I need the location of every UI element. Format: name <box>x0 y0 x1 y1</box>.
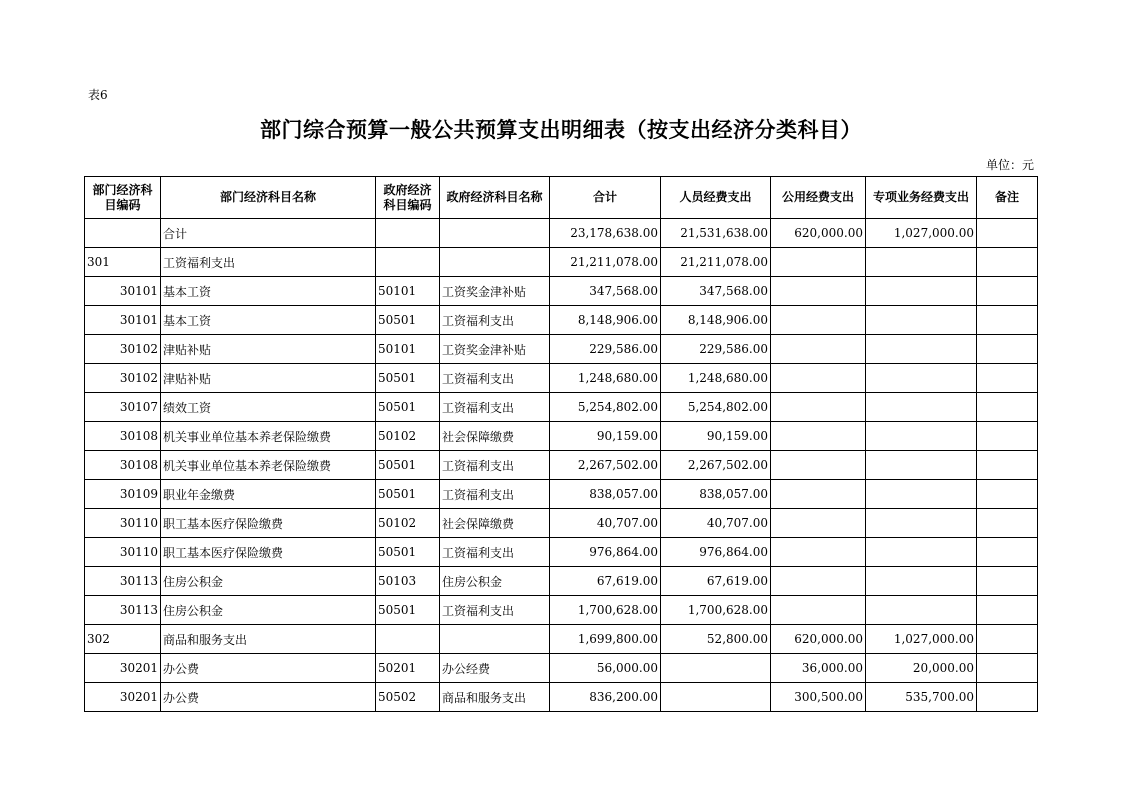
cell-gov-name: 工资奖金津补贴 <box>440 335 550 364</box>
cell-total: 67,619.00 <box>550 567 661 596</box>
cell-gov-name <box>440 248 550 277</box>
cell-public <box>771 277 866 306</box>
table-row <box>85 625 1038 654</box>
cell-gov-code: 50501 <box>376 364 440 393</box>
cell-gov-code: 50102 <box>376 422 440 451</box>
table-row <box>85 567 1038 596</box>
cell-dept-name: 津贴补贴 <box>161 364 376 393</box>
cell-public <box>771 567 866 596</box>
cell-gov-code: 50501 <box>376 306 440 335</box>
cell-gov-name <box>440 219 550 248</box>
table-row <box>85 654 1038 683</box>
header-gov-code: 政府经济 科目编码 <box>376 177 440 219</box>
cell-total: 1,248,680.00 <box>550 364 661 393</box>
cell-special: 1,027,000.00 <box>866 625 977 654</box>
cell-public <box>771 335 866 364</box>
table-row <box>85 393 1038 422</box>
cell-gov-name: 工资福利支出 <box>440 538 550 567</box>
cell-gov-name: 工资奖金津补贴 <box>440 277 550 306</box>
cell-personnel: 976,864.00 <box>661 538 771 567</box>
budget-table <box>84 176 1038 712</box>
cell-remark <box>977 567 1038 596</box>
cell-special <box>866 509 977 538</box>
cell-public <box>771 451 866 480</box>
cell-public <box>771 422 866 451</box>
cell-special <box>866 480 977 509</box>
cell-total: 23,178,638.00 <box>550 219 661 248</box>
table-row <box>85 509 1038 538</box>
cell-dept-name: 职业年金缴费 <box>161 480 376 509</box>
header-special: 专项业务经费支出 <box>866 177 977 219</box>
cell-remark <box>977 451 1038 480</box>
cell-total: 838,057.00 <box>550 480 661 509</box>
cell-total: 836,200.00 <box>550 683 661 712</box>
cell-special <box>866 335 977 364</box>
cell-dept-name: 住房公积金 <box>161 567 376 596</box>
cell-public <box>771 393 866 422</box>
cell-total: 2,267,502.00 <box>550 451 661 480</box>
table-row <box>85 596 1038 625</box>
cell-special <box>866 393 977 422</box>
cell-total: 8,148,906.00 <box>550 306 661 335</box>
cell-personnel: 838,057.00 <box>661 480 771 509</box>
header-gov-name: 政府经济科目名称 <box>440 177 550 219</box>
cell-remark <box>977 683 1038 712</box>
cell-personnel: 90,159.00 <box>661 422 771 451</box>
cell-total: 5,254,802.00 <box>550 393 661 422</box>
cell-special <box>866 451 977 480</box>
cell-dept-code: 30110 <box>85 509 161 538</box>
cell-gov-code <box>376 625 440 654</box>
table-row <box>85 219 1038 248</box>
cell-personnel: 21,211,078.00 <box>661 248 771 277</box>
cell-gov-code: 50102 <box>376 509 440 538</box>
cell-total: 976,864.00 <box>550 538 661 567</box>
cell-dept-name: 基本工资 <box>161 277 376 306</box>
cell-gov-code <box>376 248 440 277</box>
cell-dept-code: 30110 <box>85 538 161 567</box>
cell-gov-name: 商品和服务支出 <box>440 683 550 712</box>
cell-dept-name: 职工基本医疗保险缴费 <box>161 538 376 567</box>
header-public: 公用经费支出 <box>771 177 866 219</box>
cell-public <box>771 364 866 393</box>
cell-public <box>771 480 866 509</box>
cell-public <box>771 538 866 567</box>
cell-personnel: 229,586.00 <box>661 335 771 364</box>
cell-remark <box>977 596 1038 625</box>
cell-dept-name: 绩效工资 <box>161 393 376 422</box>
cell-gov-name: 工资福利支出 <box>440 451 550 480</box>
cell-special <box>866 567 977 596</box>
cell-gov-name: 办公经费 <box>440 654 550 683</box>
cell-dept-code: 30109 <box>85 480 161 509</box>
cell-public <box>771 248 866 277</box>
cell-special: 20,000.00 <box>866 654 977 683</box>
cell-personnel: 5,254,802.00 <box>661 393 771 422</box>
cell-personnel: 8,148,906.00 <box>661 306 771 335</box>
cell-gov-code: 50501 <box>376 451 440 480</box>
cell-special <box>866 422 977 451</box>
cell-dept-code: 30102 <box>85 335 161 364</box>
cell-remark <box>977 509 1038 538</box>
cell-gov-name: 社会保障缴费 <box>440 422 550 451</box>
cell-gov-code: 50501 <box>376 596 440 625</box>
header-total: 合计 <box>550 177 661 219</box>
unit-label: 单位：元 <box>985 158 1034 172</box>
table-row <box>85 683 1038 712</box>
cell-dept-code: 302 <box>85 625 161 654</box>
cell-special <box>866 364 977 393</box>
cell-gov-code: 50501 <box>376 538 440 567</box>
cell-gov-code: 50101 <box>376 335 440 364</box>
table-row <box>85 538 1038 567</box>
cell-gov-name: 工资福利支出 <box>440 364 550 393</box>
cell-gov-name <box>440 625 550 654</box>
cell-remark <box>977 654 1038 683</box>
cell-total: 90,159.00 <box>550 422 661 451</box>
table-number: 表6 <box>88 88 108 102</box>
cell-special <box>866 277 977 306</box>
cell-dept-code: 30201 <box>85 683 161 712</box>
table-row <box>85 306 1038 335</box>
cell-public: 36,000.00 <box>771 654 866 683</box>
cell-personnel: 67,619.00 <box>661 567 771 596</box>
cell-personnel: 52,800.00 <box>661 625 771 654</box>
cell-personnel: 347,568.00 <box>661 277 771 306</box>
cell-total: 40,707.00 <box>550 509 661 538</box>
header-personnel: 人员经费支出 <box>661 177 771 219</box>
cell-special: 535,700.00 <box>866 683 977 712</box>
table-header-row <box>85 177 1038 219</box>
cell-personnel: 40,707.00 <box>661 509 771 538</box>
cell-dept-code: 30101 <box>85 306 161 335</box>
cell-gov-code: 50502 <box>376 683 440 712</box>
table-row <box>85 335 1038 364</box>
cell-personnel: 1,700,628.00 <box>661 596 771 625</box>
cell-public: 620,000.00 <box>771 219 866 248</box>
cell-dept-name: 工资福利支出 <box>161 248 376 277</box>
cell-dept-code: 30108 <box>85 422 161 451</box>
cell-special <box>866 248 977 277</box>
page-title: 部门综合预算一般公共预算支出明细表（按支出经济分类科目） <box>260 117 862 142</box>
cell-gov-name: 工资福利支出 <box>440 480 550 509</box>
table-row <box>85 480 1038 509</box>
cell-dept-name: 商品和服务支出 <box>161 625 376 654</box>
header-remark: 备注 <box>977 177 1038 219</box>
cell-remark <box>977 248 1038 277</box>
cell-remark <box>977 306 1038 335</box>
cell-public: 620,000.00 <box>771 625 866 654</box>
cell-gov-code: 50101 <box>376 277 440 306</box>
cell-gov-code <box>376 219 440 248</box>
cell-dept-name: 津贴补贴 <box>161 335 376 364</box>
cell-dept-name: 基本工资 <box>161 306 376 335</box>
cell-remark <box>977 393 1038 422</box>
cell-personnel: 1,248,680.00 <box>661 364 771 393</box>
cell-gov-code: 50501 <box>376 393 440 422</box>
table-body <box>85 219 1038 712</box>
cell-public: 300,500.00 <box>771 683 866 712</box>
cell-dept-name: 职工基本医疗保险缴费 <box>161 509 376 538</box>
cell-gov-name: 工资福利支出 <box>440 393 550 422</box>
cell-dept-code: 30113 <box>85 596 161 625</box>
cell-gov-name: 住房公积金 <box>440 567 550 596</box>
cell-dept-code <box>85 219 161 248</box>
cell-total: 56,000.00 <box>550 654 661 683</box>
cell-dept-code: 30102 <box>85 364 161 393</box>
cell-personnel: 21,531,638.00 <box>661 219 771 248</box>
cell-gov-code: 50201 <box>376 654 440 683</box>
cell-dept-name: 机关事业单位基本养老保险缴费 <box>161 451 376 480</box>
cell-dept-code: 301 <box>85 248 161 277</box>
cell-remark <box>977 219 1038 248</box>
cell-dept-name: 办公费 <box>161 654 376 683</box>
header-dept-code: 部门经济科 目编码 <box>85 177 161 219</box>
cell-gov-code: 50103 <box>376 567 440 596</box>
table-row <box>85 277 1038 306</box>
cell-remark <box>977 422 1038 451</box>
cell-special <box>866 596 977 625</box>
cell-remark <box>977 335 1038 364</box>
cell-special: 1,027,000.00 <box>866 219 977 248</box>
cell-remark <box>977 625 1038 654</box>
table-row <box>85 451 1038 480</box>
cell-dept-code: 30113 <box>85 567 161 596</box>
cell-total: 1,699,800.00 <box>550 625 661 654</box>
cell-remark <box>977 480 1038 509</box>
cell-dept-name: 机关事业单位基本养老保险缴费 <box>161 422 376 451</box>
table-row <box>85 422 1038 451</box>
header-dept-name: 部门经济科目名称 <box>161 177 376 219</box>
cell-remark <box>977 277 1038 306</box>
cell-public <box>771 596 866 625</box>
cell-special <box>866 538 977 567</box>
cell-total: 347,568.00 <box>550 277 661 306</box>
cell-total: 229,586.00 <box>550 335 661 364</box>
cell-public <box>771 306 866 335</box>
cell-gov-name: 社会保障缴费 <box>440 509 550 538</box>
table-row <box>85 248 1038 277</box>
cell-dept-code: 30107 <box>85 393 161 422</box>
cell-remark <box>977 364 1038 393</box>
cell-dept-name: 住房公积金 <box>161 596 376 625</box>
table-row <box>85 364 1038 393</box>
cell-personnel: 2,267,502.00 <box>661 451 771 480</box>
cell-dept-name: 合计 <box>161 219 376 248</box>
cell-gov-code: 50501 <box>376 480 440 509</box>
cell-total: 1,700,628.00 <box>550 596 661 625</box>
cell-remark <box>977 538 1038 567</box>
cell-total: 21,211,078.00 <box>550 248 661 277</box>
cell-dept-code: 30101 <box>85 277 161 306</box>
cell-special <box>866 306 977 335</box>
cell-gov-name: 工资福利支出 <box>440 306 550 335</box>
cell-gov-name: 工资福利支出 <box>440 596 550 625</box>
cell-dept-code: 30201 <box>85 654 161 683</box>
cell-dept-name: 办公费 <box>161 683 376 712</box>
cell-public <box>771 509 866 538</box>
cell-dept-code: 30108 <box>85 451 161 480</box>
cell-personnel <box>661 654 771 683</box>
cell-personnel <box>661 683 771 712</box>
